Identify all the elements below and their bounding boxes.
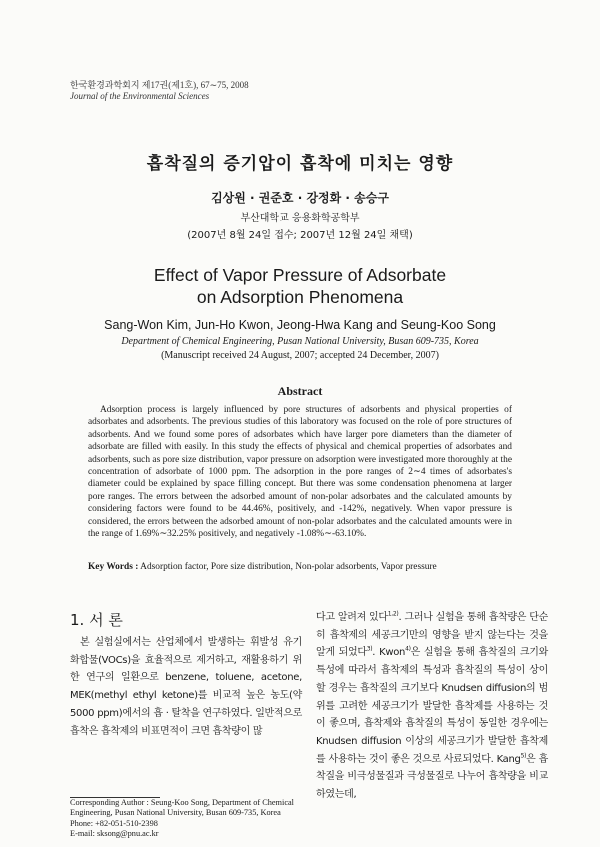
footnote-author: Corresponding Author : Seung-Koo Song, Department of Chemical Engineering, Pusan National University, Busan 609-735, Korea xyxy=(70,798,294,818)
korean-dates: (2007년 8월 24일 접수; 2007년 12월 24일 채택) xyxy=(187,230,413,241)
korean-title: 흡착질의 증기압이 흡착에 미치는 영향 xyxy=(146,154,454,174)
keywords xyxy=(88,562,518,572)
journal-citation: 한국환경과학회지 제17권(제1호), 67∼75, 2008 xyxy=(70,80,249,90)
footnote-email: E-mail: sksong@pnu.ac.kr xyxy=(70,828,159,838)
abstract-heading: Abstract xyxy=(277,384,323,398)
journal-header xyxy=(70,80,249,102)
keywords-label: Key Words : xyxy=(88,562,139,572)
citation-ref: 3) xyxy=(366,646,373,654)
english-affiliation: Department of Chemical Engineering, Pusan National University, Busan 609-735, Korea xyxy=(121,336,479,347)
body-column-left: 본 실험실에서는 산업체에서 발생하는 휘발성 유기 화합물(VOCs)을 효율적으로 제거하고, 재활용하기 위한 연구의 일환으로 benzene, toluene, acetone, MEK(methyl ethyl ketone)를 비교적 높은 농도(약 5000 ppm)에서의 흡 · 탈착을 연구하였다. 일반적으로 흡착은 흡착제의 비표면적이 크면 흡착량이 많 xyxy=(70,637,302,737)
body-column-right xyxy=(316,609,548,804)
section-heading: 1. 서 론 xyxy=(70,611,123,629)
abstract-text: Adsorption process is largely influenced by pore structures of adsorbents and physical properties of adsorbates and adsorbents. The previous studies of this laboratory was focused on the role of pore structures of adsorbents. And we found some pores of adsorbates which have larger pore diameters than the diameter of adsorbate are filled with easily. In this study the effects of physical and chemical properties of adsorbates and adsorbents, such as pore size distribution, vapor pressure on adsorption were investigated more thoroughly at the concentration of adsorbate of 1000 ppm. The adsorption in the pore ranges of 2∼4 times of adsorbates's diameter could be explained by space filling concept. But there was some condensation phenomena at larger pore ranges. The errors between the adsorbed amount of non-polar adsorbates and the calculated amounts by considering factors were found to be 44.46%, positively, and -142%, negatively. When vapor pressure is considered, the errors between the adsorbed amount of non-polar adsorbates and the calculated amounts were in the range of 1.69%∼32.25% positively, and negatively -1.08%∼-63.10%. xyxy=(88,405,512,540)
english-title xyxy=(0,264,600,308)
journal-name: Journal of the Environmental Sciences xyxy=(70,91,210,101)
korean-affiliation: 부산대학교 응용화학공학부 xyxy=(240,213,360,224)
corresponding-author-footnote xyxy=(70,798,306,839)
body-text: 은 흡착질을 비극성물질과 극성물질로 나누어 흡착량을 비교하였는데, xyxy=(316,753,548,801)
korean-authors: 김상원 · 권준호 · 강정화 · 송승구 xyxy=(211,191,389,205)
body-text: 은 실험을 통해 흡착질의 크기와 특성에 따라서 흡착제의 특성과 흡착질의 특성이 상이할 경우는 흡착질의 크기보다 Knudsen diffusion의 범위를 고려한 세공크기가 발달한 흡착제를 사용하는 것이 좋으며, 흡착제와 흡착질의 특성이 동일한 경우에는 Knudsen diffusion 이상의 세공크기가 발달한 흡착제를 사용하는 것이 좋은 것으로 사료되었다. Kang xyxy=(316,647,548,765)
citation-ref: 1,2) xyxy=(387,610,399,618)
english-authors: Sang-Won Kim, Jun-Ho Kwon, Jeong-Hwa Kang and Seung-Koo Song xyxy=(104,318,496,332)
body-text: . Kwon xyxy=(372,647,406,659)
citation-ref: 5) xyxy=(520,752,527,760)
footnote-phone: Phone: +82-051-510-2398 xyxy=(70,818,158,828)
english-title-line1: Effect of Vapor Pressure of Adsorbate xyxy=(153,265,447,285)
english-title-line2: on Adsorption Phenomena xyxy=(196,287,404,307)
keywords-text: Adsorption factor, Pore size distribution, Non-polar adsorbents, Vapor pressure xyxy=(138,562,437,572)
citation-ref: 4) xyxy=(405,646,411,654)
body-text: . 그러나 실험을 통해 흡착량은 단순히 흡착제의 세공크기만의 영향을 받지 않는다는 것을 알게 되었다 xyxy=(316,612,549,659)
english-dates: (Manuscript received 24 August, 2007; accepted 24 December, 2007) xyxy=(161,350,439,361)
body-text: 다고 알려져 있다 xyxy=(316,612,388,623)
